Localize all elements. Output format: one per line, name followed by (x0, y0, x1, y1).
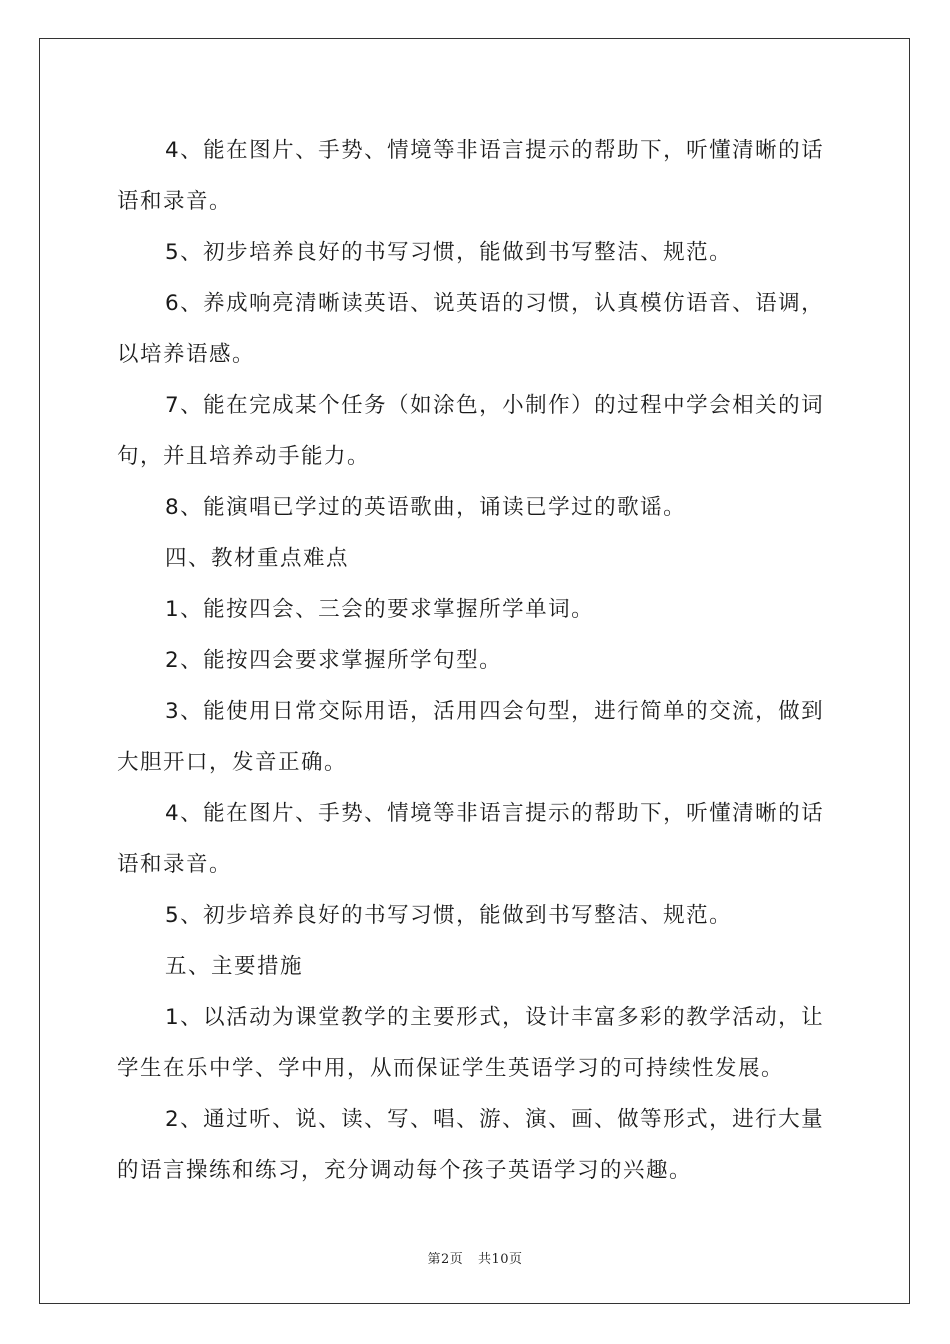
paragraph: 5、初步培养良好的书写习惯，能做到书写整洁、规范。 (165, 903, 733, 928)
paragraph: 4、能在图片、手势、情境等非语言提示的帮助下，听懂清晰的话语和录音。 (117, 138, 825, 214)
total-page-count: 共10页 (477, 1252, 523, 1267)
paragraph: 6、养成响亮清晰读英语、说英语的习惯，认真模仿语音、语调，以培养语感。 (117, 291, 825, 367)
paragraph: 7、能在完成某个任务（如涂色，小制作）的过程中学会相关的词句，并且培养动手能力。 (117, 393, 825, 469)
document-body (117, 125, 837, 1196)
paragraph: 1、以活动为课堂教学的主要形式，设计丰富多彩的教学活动，让学生在乐中学、学中用，从而保证学生英语学习的可持续性发展。 (117, 1005, 825, 1081)
paragraph: 3、能使用日常交际用语，活用四会句型，进行简单的交流，做到大胆开口，发音正确。 (117, 699, 825, 775)
paragraph: 5、初步培养良好的书写习惯，能做到书写整洁、规范。 (165, 240, 733, 265)
current-page-number: 第2页 (427, 1252, 464, 1267)
paragraph: 8、能演唱已学过的英语歌曲，诵读已学过的歌谣。 (165, 495, 687, 520)
section-heading: 四、教材重点难点 (165, 546, 350, 571)
paragraph: 2、能按四会要求掌握所学句型。 (165, 648, 503, 673)
paragraph: 4、能在图片、手势、情境等非语言提示的帮助下，听懂清晰的话语和录音。 (117, 801, 825, 877)
section-heading: 五、主要措施 (165, 954, 304, 979)
paragraph: 2、通过听、说、读、写、唱、游、演、画、做等形式，进行大量的语言操练和练习，充分调动每个孩子英语学习的兴趣。 (117, 1107, 825, 1183)
paragraph: 1、能按四会、三会的要求掌握所学单词。 (165, 597, 595, 622)
page-footer (0, 1248, 950, 1267)
